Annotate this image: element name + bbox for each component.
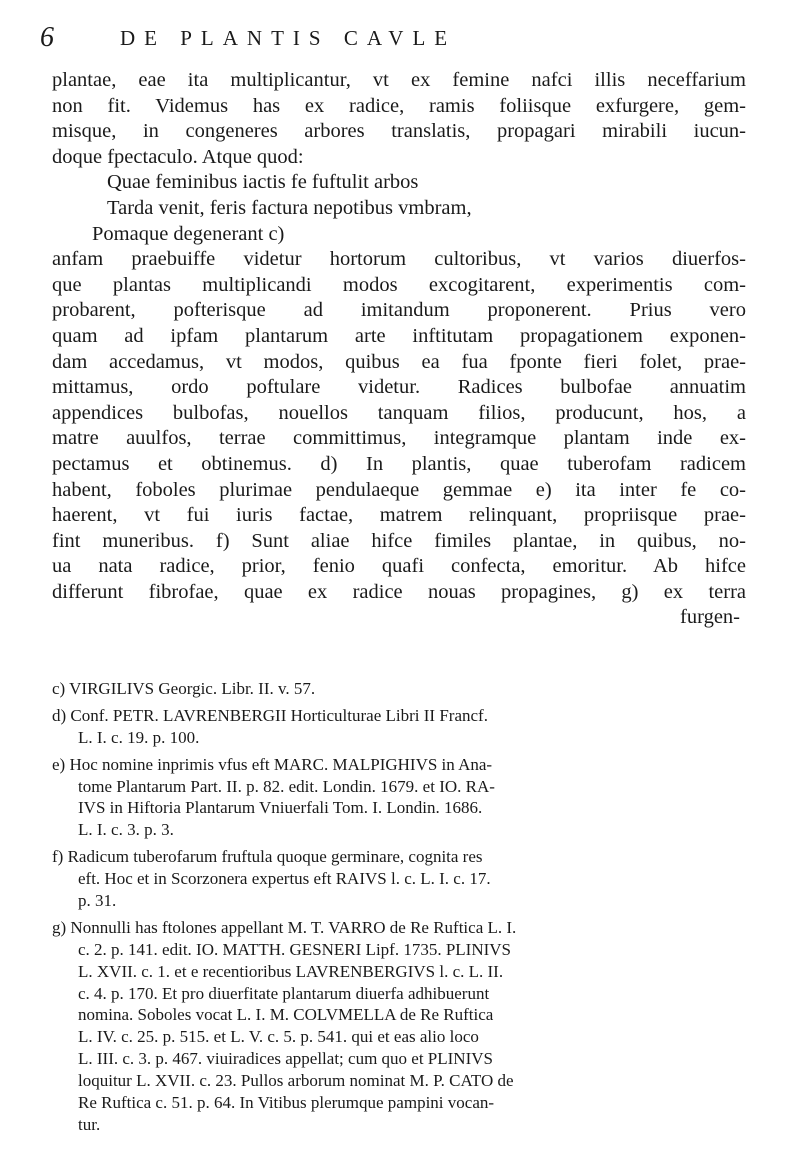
footnote-c	[52, 678, 752, 700]
text-line: quam ad ipfam plantarum arte inftitutam propagationem exponen-	[52, 324, 746, 347]
text-line: dam accedamus, vt modos, quibus ea fua fponte fieri folet, prae-	[52, 350, 746, 373]
footnote-line: tome Plantarum Part. II. p. 82. edit. Londin. 1679. et IO. RA-	[78, 776, 495, 796]
footnotes	[52, 678, 752, 1141]
footnote-line: g) Nonnulli has ftolones appellant M. T. VARRO de Re Ruftica L. I.	[52, 917, 517, 937]
footnote-f	[52, 846, 752, 912]
verse-line: Pomaque degenerant c)	[92, 222, 285, 245]
text-line: mittamus, ordo poftulare videtur. Radices bulbofae annuatim	[52, 376, 746, 399]
text-line: doque fpectaculo. Atque quod:	[52, 145, 304, 168]
footnote-line: eft. Hoc et in Scorzonera expertus eft RAIVS l. c. L. I. c. 17.	[78, 869, 491, 889]
catchword: furgen-	[680, 606, 740, 629]
main-text	[52, 68, 746, 631]
footnote-line: L. I. c. 3. p. 3.	[78, 820, 174, 840]
text-line: probarent, pofterisque ad imitandum proponerent. Prius vero	[52, 299, 746, 322]
footnote-line: p. 31.	[78, 891, 117, 911]
text-line: ua nata radice, prior, fenio quafi confecta, emoritur. Ab hifce	[52, 555, 746, 578]
verse-line: Tarda venit, feris factura nepotibus vmbram,	[107, 196, 472, 219]
footnote-line: c) VIRGILIVS Georgic. Libr. II. v. 57.	[52, 679, 316, 698]
footnote-g	[52, 917, 752, 1136]
page-number: 6	[40, 22, 54, 53]
text-line: pectamus et obtinemus. d) In plantis, quae tuberofam radicem	[52, 452, 746, 475]
text-line: non fit. Videmus has ex radice, ramis foliisque exfurgere, gem-	[52, 94, 746, 117]
footnote-line: e) Hoc nomine inprimis vfus eft MARC. MALPIGHIVS in Ana-	[52, 754, 493, 774]
footnote-line: c. 2. p. 141. edit. IO. MATTH. GESNERI Lipf. 1735. PLINIVS	[78, 939, 511, 959]
footnote-line: L. III. c. 3. p. 467. viuiradices appellat; cum quo et PLINIVS	[78, 1049, 493, 1069]
text-line: fint muneribus. f) Sunt aliae hifce fimiles plantae, in quibus, no-	[52, 529, 746, 552]
verse-line: Quae feminibus iactis fe fuftulit arbos	[107, 171, 419, 194]
footnote-line: Re Ruftica c. 51. p. 64. In Vitibus plerumque pampini vocan-	[78, 1093, 495, 1113]
text-line: misque, in congeneres arbores translatis, propagari mirabili iucun-	[52, 120, 746, 143]
text-line: haerent, vt fui iuris factae, matrem relinquant, propriisque prae-	[52, 504, 746, 527]
footnote-line: L. IV. c. 25. p. 515. et L. V. c. 5. p. 541. qui et eas alio loco	[78, 1027, 479, 1047]
footnote-line: nomina. Soboles vocat L. I. M. COLVMELLA de Re Ruftica	[78, 1005, 494, 1025]
text-line: anfam praebuiffe videtur hortorum cultoribus, vt varios diuerfos-	[52, 248, 746, 271]
footnote-line: L. I. c. 19. p. 100.	[78, 727, 200, 747]
page-header	[40, 18, 760, 58]
footnote-line: IVS in Hiftoria Plantarum Vniuerfali Tom. I. Londin. 1686.	[78, 798, 483, 818]
footnote-line: L. XVII. c. 1. et e recentioribus LAVRENBERGIVS l. c. L. II.	[78, 961, 504, 981]
footnote-e	[52, 754, 752, 842]
text-line: matre auulfos, terrae committimus, integramque plantam inde ex-	[52, 427, 746, 450]
running-head: DE PLANTIS CAVLE	[120, 26, 457, 50]
footnote-line: c. 4. p. 170. Et pro diuerfitate plantarum diuerfa adhibuerunt	[78, 983, 490, 1003]
text-line: appendices bulbofas, nouellos tanquam filios, producunt, hos, a	[52, 401, 746, 424]
footnote-line: d) Conf. PETR. LAVRENBERGII Horticulturae Libri II Francf.	[52, 705, 488, 725]
footnote-line: tur.	[78, 1114, 101, 1134]
text-line: plantae, eae ita multiplicantur, vt ex femine nafci illis neceffarium	[52, 69, 746, 91]
footnote-line: f) Radicum tuberofarum fruftula quoque germinare, cognita res	[52, 847, 483, 867]
footnote-d	[52, 705, 752, 749]
text-line: que plantas multiplicandi modos excogitarent, experimentis com-	[52, 273, 746, 296]
text-line: habent, foboles plurimae pendulaeque gemmae e) ita inter fe co-	[52, 478, 746, 501]
footnote-line: loquitur L. XVII. c. 23. Pullos arborum nominat M. P. CATO de	[78, 1071, 514, 1091]
text-line: differunt fibrofae, quae ex radice nouas propagines, g) ex terra	[52, 580, 746, 603]
